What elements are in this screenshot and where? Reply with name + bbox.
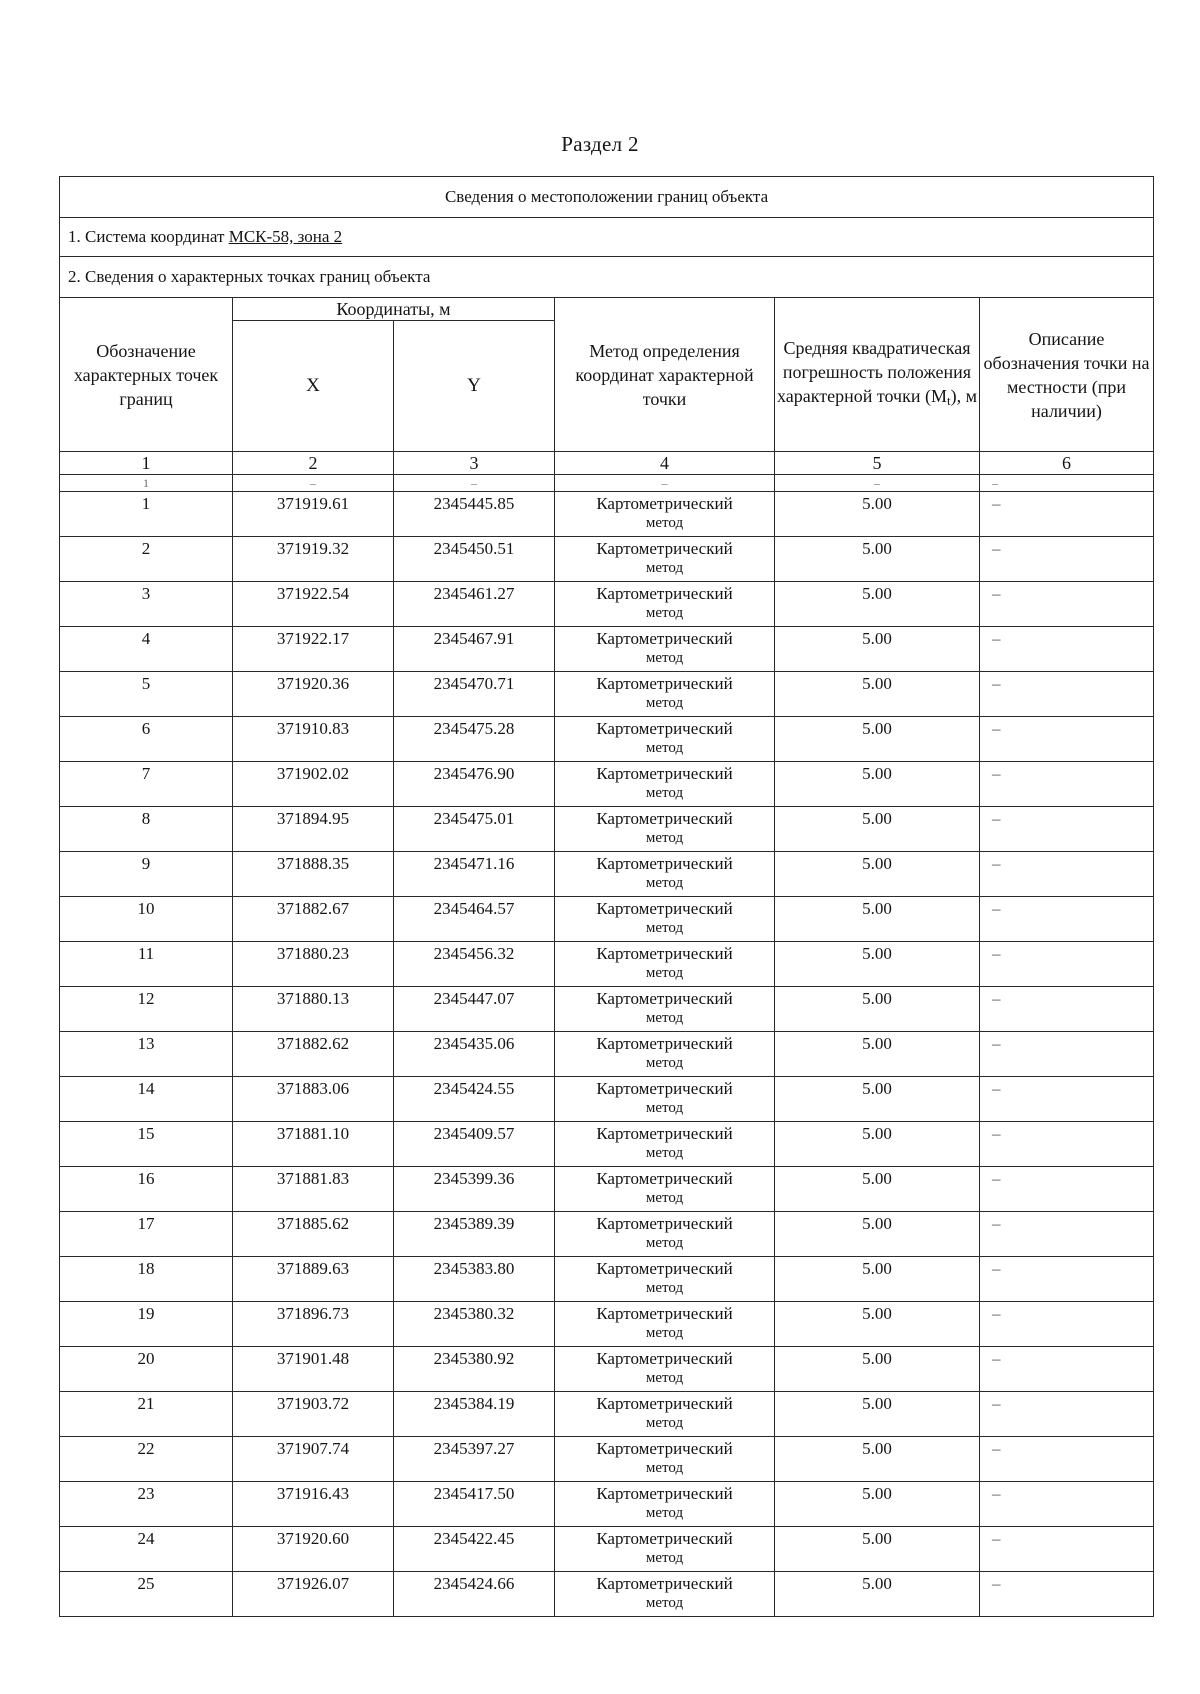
mean-error-cell: 5.00 bbox=[775, 1572, 980, 1617]
method-line-2: метод bbox=[645, 965, 684, 981]
method-cell bbox=[555, 672, 775, 717]
method-cell bbox=[555, 852, 775, 897]
y-coordinate-cell: 2345424.66 bbox=[394, 1572, 555, 1617]
y-coordinate-cell: 2345450.51 bbox=[394, 537, 555, 582]
description-cell: – bbox=[980, 1302, 1154, 1347]
mean-error-cell: 5.00 bbox=[775, 1122, 980, 1167]
description-cell: – bbox=[980, 1347, 1154, 1392]
mean-error-cell: 5.00 bbox=[775, 1302, 980, 1347]
mean-error-cell: 5.00 bbox=[775, 1347, 980, 1392]
table-row bbox=[60, 1437, 1154, 1482]
table-title-text: Сведения о местоположении границ объекта bbox=[444, 187, 769, 206]
method-cell bbox=[555, 1347, 775, 1392]
x-coordinate-cell: 371903.72 bbox=[233, 1392, 394, 1437]
table-title bbox=[60, 177, 1154, 218]
y-coordinate-cell: 2345461.27 bbox=[394, 582, 555, 627]
method-line-1: Картометрический bbox=[596, 1304, 733, 1323]
point-number-cell: 15 bbox=[60, 1122, 233, 1167]
description-cell: – bbox=[980, 1257, 1154, 1302]
method-line-1: Картометрический bbox=[596, 854, 733, 873]
x-coordinate-cell: 371889.63 bbox=[233, 1257, 394, 1302]
method-line-2: метод bbox=[645, 560, 684, 576]
x-coordinate-cell: 371922.17 bbox=[233, 627, 394, 672]
method-line-2: метод bbox=[645, 1415, 684, 1431]
point-number-cell: 17 bbox=[60, 1212, 233, 1257]
table-row bbox=[60, 852, 1154, 897]
method-line-2: метод bbox=[645, 515, 684, 531]
table-row bbox=[60, 582, 1154, 627]
method-line-1: Картометрический bbox=[596, 1349, 733, 1368]
point-number-cell: 9 bbox=[60, 852, 233, 897]
point-number-cell: 23 bbox=[60, 1482, 233, 1527]
y-coordinate-cell: 2345476.90 bbox=[394, 762, 555, 807]
method-cell bbox=[555, 1392, 775, 1437]
point-number-cell: 12 bbox=[60, 987, 233, 1032]
point-number-cell: 24 bbox=[60, 1527, 233, 1572]
header-mean-error bbox=[775, 298, 980, 452]
point-number-cell: 7 bbox=[60, 762, 233, 807]
table-row bbox=[60, 627, 1154, 672]
mean-error-cell: 5.00 bbox=[775, 492, 980, 537]
method-cell bbox=[555, 627, 775, 672]
column-number: 5 bbox=[775, 452, 980, 475]
header-coordinates-text: Координаты, м bbox=[336, 299, 451, 319]
mean-error-cell: 5.00 bbox=[775, 987, 980, 1032]
y-coordinate-cell: 2345464.57 bbox=[394, 897, 555, 942]
method-line-2: метод bbox=[645, 695, 684, 711]
method-line-2: метод bbox=[645, 1190, 684, 1206]
header-point-designation-text: Обозначение характерных точек границ bbox=[73, 340, 219, 409]
method-line-1: Картометрический bbox=[596, 1259, 733, 1278]
y-coordinate-cell: 2345435.06 bbox=[394, 1032, 555, 1077]
method-line-2: метод bbox=[645, 1100, 684, 1116]
y-coordinate-cell: 2345475.28 bbox=[394, 717, 555, 762]
mean-error-cell: 5.00 bbox=[775, 717, 980, 762]
x-coordinate-cell: 371894.95 bbox=[233, 807, 394, 852]
description-cell: – bbox=[980, 852, 1154, 897]
contour-cell: – bbox=[980, 475, 1154, 492]
mean-error-cell: 5.00 bbox=[775, 627, 980, 672]
method-line-2: метод bbox=[645, 1505, 684, 1521]
point-number-cell: 5 bbox=[60, 672, 233, 717]
method-line-2: метод bbox=[645, 1280, 684, 1296]
method-line-2: метод bbox=[645, 1325, 684, 1341]
x-coordinate-cell: 371881.83 bbox=[233, 1167, 394, 1212]
header-mean-error-text: Средняя квадратическая погрешность положения характерной точки (M bbox=[777, 338, 972, 406]
header-mean-error-subscript: t bbox=[946, 393, 951, 408]
method-line-1: Картометрический bbox=[596, 1394, 733, 1413]
method-line-1: Картометрический bbox=[596, 944, 733, 963]
y-coordinate-cell: 2345380.92 bbox=[394, 1347, 555, 1392]
table-row bbox=[60, 942, 1154, 987]
point-number-cell: 10 bbox=[60, 897, 233, 942]
method-line-1: Картометрический bbox=[596, 494, 733, 513]
method-cell bbox=[555, 1482, 775, 1527]
x-coordinate-cell: 371910.83 bbox=[233, 717, 394, 762]
mean-error-cell: 5.00 bbox=[775, 1032, 980, 1077]
contour-row bbox=[60, 475, 1154, 492]
method-cell bbox=[555, 1032, 775, 1077]
header-description bbox=[980, 298, 1154, 452]
header-point-designation bbox=[60, 298, 233, 452]
method-cell bbox=[555, 942, 775, 987]
table-row bbox=[60, 1032, 1154, 1077]
method-line-1: Картометрический bbox=[596, 1169, 733, 1188]
mean-error-cell: 5.00 bbox=[775, 1167, 980, 1212]
mean-error-cell: 5.00 bbox=[775, 897, 980, 942]
mean-error-cell: 5.00 bbox=[775, 1527, 980, 1572]
x-coordinate-cell: 371882.67 bbox=[233, 897, 394, 942]
y-coordinate-cell: 2345475.01 bbox=[394, 807, 555, 852]
column-number-row bbox=[60, 452, 1154, 475]
description-cell: – bbox=[980, 897, 1154, 942]
mean-error-cell: 5.00 bbox=[775, 1482, 980, 1527]
table-row bbox=[60, 897, 1154, 942]
table-row bbox=[60, 1167, 1154, 1212]
y-coordinate-cell: 2345399.36 bbox=[394, 1167, 555, 1212]
method-line-1: Картометрический bbox=[596, 809, 733, 828]
contour-cell: – bbox=[394, 475, 555, 492]
description-cell: – bbox=[980, 807, 1154, 852]
description-cell: – bbox=[980, 717, 1154, 762]
mean-error-cell: 5.00 bbox=[775, 1212, 980, 1257]
mean-error-cell: 5.00 bbox=[775, 582, 980, 627]
method-line-1: Картометрический bbox=[596, 629, 733, 648]
coordinate-system-value: МСК-58, зона 2 bbox=[228, 227, 343, 246]
x-coordinate-cell: 371919.32 bbox=[233, 537, 394, 582]
x-coordinate-cell: 371922.54 bbox=[233, 582, 394, 627]
method-cell bbox=[555, 897, 775, 942]
point-number-cell: 18 bbox=[60, 1257, 233, 1302]
column-number: 3 bbox=[394, 452, 555, 475]
description-cell: – bbox=[980, 1527, 1154, 1572]
x-coordinate-cell: 371881.10 bbox=[233, 1122, 394, 1167]
contour-cell: – bbox=[775, 475, 980, 492]
method-line-2: метод bbox=[645, 1235, 684, 1251]
method-line-1: Картометрический bbox=[596, 1214, 733, 1233]
contour-cell: – bbox=[233, 475, 394, 492]
point-number-cell: 4 bbox=[60, 627, 233, 672]
method-cell bbox=[555, 1212, 775, 1257]
method-line-1: Картометрический bbox=[596, 1529, 733, 1548]
method-line-1: Картометрический bbox=[596, 719, 733, 738]
mean-error-cell: 5.00 bbox=[775, 1257, 980, 1302]
point-number-cell: 22 bbox=[60, 1437, 233, 1482]
table-row bbox=[60, 1482, 1154, 1527]
points-heading-row bbox=[60, 257, 1154, 298]
x-coordinate-cell: 371888.35 bbox=[233, 852, 394, 897]
table-row bbox=[60, 717, 1154, 762]
contour-cell: – bbox=[555, 475, 775, 492]
point-number-cell: 6 bbox=[60, 717, 233, 762]
method-line-2: метод bbox=[645, 1145, 684, 1161]
column-number: 4 bbox=[555, 452, 775, 475]
description-cell: – bbox=[980, 1032, 1154, 1077]
method-line-2: метод bbox=[645, 605, 684, 621]
description-cell: – bbox=[980, 1437, 1154, 1482]
mean-error-cell: 5.00 bbox=[775, 762, 980, 807]
description-cell: – bbox=[980, 1122, 1154, 1167]
method-line-1: Картометрический bbox=[596, 1124, 733, 1143]
x-coordinate-cell: 371926.07 bbox=[233, 1572, 394, 1617]
header-coordinates bbox=[233, 298, 555, 321]
method-cell bbox=[555, 492, 775, 537]
points-heading: 2. Сведения о характерных точках границ объекта bbox=[68, 267, 431, 286]
description-cell: – bbox=[980, 1392, 1154, 1437]
method-line-1: Картометрический bbox=[596, 1484, 733, 1503]
y-coordinate-cell: 2345422.45 bbox=[394, 1527, 555, 1572]
y-coordinate-cell: 2345424.55 bbox=[394, 1077, 555, 1122]
x-coordinate-cell: 371916.43 bbox=[233, 1482, 394, 1527]
description-cell: – bbox=[980, 1212, 1154, 1257]
y-coordinate-cell: 2345384.19 bbox=[394, 1392, 555, 1437]
description-cell: – bbox=[980, 537, 1154, 582]
point-number-cell: 20 bbox=[60, 1347, 233, 1392]
method-line-1: Картометрический bbox=[596, 1034, 733, 1053]
y-coordinate-cell: 2345380.32 bbox=[394, 1302, 555, 1347]
method-cell bbox=[555, 762, 775, 807]
y-coordinate-cell: 2345456.32 bbox=[394, 942, 555, 987]
y-coordinate-cell: 2345471.16 bbox=[394, 852, 555, 897]
x-coordinate-cell: 371901.48 bbox=[233, 1347, 394, 1392]
header-description-text: Описание обозначения точки на местности (при наличии) bbox=[983, 328, 1150, 421]
method-cell bbox=[555, 987, 775, 1032]
method-cell bbox=[555, 717, 775, 762]
coordinate-system-row bbox=[60, 218, 1154, 257]
coordinate-system-label: 1. Система координат bbox=[68, 227, 229, 246]
mean-error-cell: 5.00 bbox=[775, 537, 980, 582]
method-cell bbox=[555, 1167, 775, 1212]
x-coordinate-cell: 371880.23 bbox=[233, 942, 394, 987]
x-coordinate-cell: 371919.61 bbox=[233, 492, 394, 537]
method-cell bbox=[555, 582, 775, 627]
y-coordinate-cell: 2345417.50 bbox=[394, 1482, 555, 1527]
mean-error-cell: 5.00 bbox=[775, 672, 980, 717]
mean-error-cell: 5.00 bbox=[775, 942, 980, 987]
method-cell bbox=[555, 1437, 775, 1482]
description-cell: – bbox=[980, 1167, 1154, 1212]
description-cell: – bbox=[980, 492, 1154, 537]
method-line-1: Картометрический bbox=[596, 1574, 733, 1593]
point-number-cell: 13 bbox=[60, 1032, 233, 1077]
description-cell: – bbox=[980, 942, 1154, 987]
y-coordinate-cell: 2345389.39 bbox=[394, 1212, 555, 1257]
x-coordinate-cell: 371896.73 bbox=[233, 1302, 394, 1347]
header-x-text: X bbox=[306, 375, 320, 396]
header-y-text: Y bbox=[467, 375, 481, 396]
mean-error-cell: 5.00 bbox=[775, 1437, 980, 1482]
description-cell: – bbox=[980, 582, 1154, 627]
table-row bbox=[60, 537, 1154, 582]
point-number-cell: 19 bbox=[60, 1302, 233, 1347]
method-line-1: Картометрический bbox=[596, 899, 733, 918]
column-number: 6 bbox=[980, 452, 1154, 475]
method-cell bbox=[555, 1257, 775, 1302]
method-line-2: метод bbox=[645, 1550, 684, 1566]
header-method-text: Метод определения координат характерной точки bbox=[575, 340, 754, 409]
method-line-2: метод bbox=[645, 740, 684, 756]
description-cell: – bbox=[980, 987, 1154, 1032]
method-cell bbox=[555, 1527, 775, 1572]
table-row bbox=[60, 807, 1154, 852]
point-number-cell: 14 bbox=[60, 1077, 233, 1122]
y-coordinate-cell: 2345383.80 bbox=[394, 1257, 555, 1302]
x-coordinate-cell: 371880.13 bbox=[233, 987, 394, 1032]
method-line-2: метод bbox=[645, 920, 684, 936]
header-method bbox=[555, 298, 775, 452]
x-coordinate-cell: 371882.62 bbox=[233, 1032, 394, 1077]
mean-error-cell: 5.00 bbox=[775, 807, 980, 852]
point-number-cell: 2 bbox=[60, 537, 233, 582]
table-row bbox=[60, 987, 1154, 1032]
mean-error-cell: 5.00 bbox=[775, 1392, 980, 1437]
description-cell: – bbox=[980, 1482, 1154, 1527]
point-number-cell: 11 bbox=[60, 942, 233, 987]
method-line-1: Картометрический bbox=[596, 539, 733, 558]
method-line-2: метод bbox=[645, 785, 684, 801]
table-row bbox=[60, 1122, 1154, 1167]
table-row bbox=[60, 1347, 1154, 1392]
table-row bbox=[60, 1257, 1154, 1302]
x-coordinate-cell: 371907.74 bbox=[233, 1437, 394, 1482]
method-cell bbox=[555, 1077, 775, 1122]
method-line-1: Картометрический bbox=[596, 989, 733, 1008]
description-cell: – bbox=[980, 627, 1154, 672]
method-cell bbox=[555, 1302, 775, 1347]
x-coordinate-cell: 371920.60 bbox=[233, 1527, 394, 1572]
header-x bbox=[233, 321, 394, 452]
table-row bbox=[60, 1077, 1154, 1122]
x-coordinate-cell: 371920.36 bbox=[233, 672, 394, 717]
method-line-2: метод bbox=[645, 1055, 684, 1071]
method-cell bbox=[555, 1572, 775, 1617]
table-row bbox=[60, 762, 1154, 807]
method-line-2: метод bbox=[645, 650, 684, 666]
y-coordinate-cell: 2345397.27 bbox=[394, 1437, 555, 1482]
table-row bbox=[60, 672, 1154, 717]
header-mean-error-unit: ), м bbox=[950, 386, 977, 406]
point-number-cell: 8 bbox=[60, 807, 233, 852]
y-coordinate-cell: 2345470.71 bbox=[394, 672, 555, 717]
contour-cell: 1 bbox=[60, 475, 233, 492]
boundary-points-table bbox=[59, 176, 1154, 1617]
header-y bbox=[394, 321, 555, 452]
description-cell: – bbox=[980, 762, 1154, 807]
point-number-cell: 25 bbox=[60, 1572, 233, 1617]
method-line-2: метод bbox=[645, 1370, 684, 1386]
table-body bbox=[60, 177, 1154, 1617]
table-row bbox=[60, 1302, 1154, 1347]
table-row bbox=[60, 1392, 1154, 1437]
column-number: 2 bbox=[233, 452, 394, 475]
point-number-cell: 3 bbox=[60, 582, 233, 627]
column-number: 1 bbox=[60, 452, 233, 475]
point-number-cell: 1 bbox=[60, 492, 233, 537]
method-line-1: Картометрический bbox=[596, 584, 733, 603]
table-row bbox=[60, 1212, 1154, 1257]
method-line-1: Картометрический bbox=[596, 674, 733, 693]
method-line-2: метод bbox=[645, 875, 684, 891]
method-line-2: метод bbox=[645, 830, 684, 846]
table-row bbox=[60, 492, 1154, 537]
section-title: Раздел 2 bbox=[561, 132, 639, 156]
table-row bbox=[60, 1572, 1154, 1617]
mean-error-cell: 5.00 bbox=[775, 852, 980, 897]
x-coordinate-cell: 371902.02 bbox=[233, 762, 394, 807]
table-row bbox=[60, 1527, 1154, 1572]
method-cell bbox=[555, 537, 775, 582]
point-number-cell: 16 bbox=[60, 1167, 233, 1212]
mean-error-cell: 5.00 bbox=[775, 1077, 980, 1122]
x-coordinate-cell: 371883.06 bbox=[233, 1077, 394, 1122]
description-cell: – bbox=[980, 672, 1154, 717]
method-line-2: метод bbox=[645, 1595, 684, 1611]
x-coordinate-cell: 371885.62 bbox=[233, 1212, 394, 1257]
y-coordinate-cell: 2345467.91 bbox=[394, 627, 555, 672]
method-line-2: метод bbox=[645, 1460, 684, 1476]
y-coordinate-cell: 2345445.85 bbox=[394, 492, 555, 537]
method-cell bbox=[555, 807, 775, 852]
description-cell: – bbox=[980, 1077, 1154, 1122]
method-line-1: Картометрический bbox=[596, 1439, 733, 1458]
method-line-1: Картометрический bbox=[596, 1079, 733, 1098]
method-line-1: Картометрический bbox=[596, 764, 733, 783]
method-line-2: метод bbox=[645, 1010, 684, 1026]
y-coordinate-cell: 2345447.07 bbox=[394, 987, 555, 1032]
description-cell: – bbox=[980, 1572, 1154, 1617]
point-number-cell: 21 bbox=[60, 1392, 233, 1437]
y-coordinate-cell: 2345409.57 bbox=[394, 1122, 555, 1167]
method-cell bbox=[555, 1122, 775, 1167]
